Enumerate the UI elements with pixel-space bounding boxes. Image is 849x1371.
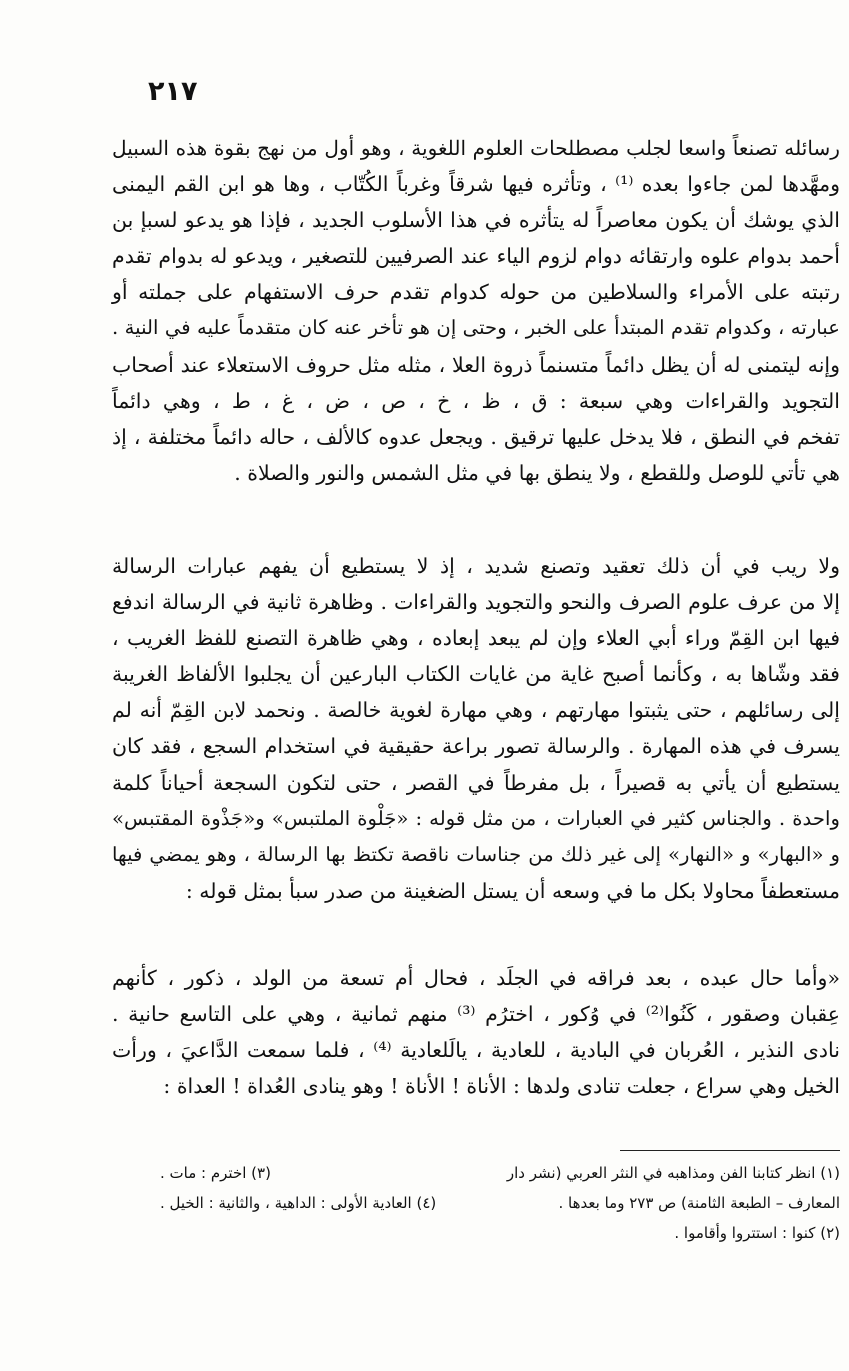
text-line: يستطيع أن يأتي به قصيراً ، بل مفرطاً في القصر ، حتى لتكون السجعة أحياناً كلمة — [112, 770, 840, 795]
text-line: الذي يوشك أن يكون معاصراً له يتأثره في هذا الأسلوب الجديد ، فإذا هو يدعو لسبإ بن — [112, 208, 840, 233]
text-line: يسرف في هذه المهارة . والرسالة تصور براعة حقيقية في استخدام السجع ، فقد كان — [112, 734, 840, 759]
footnote-divider — [620, 1150, 840, 1151]
text-line: رسائله تصنعاً واسعا لجلب مصطلحات العلوم اللغوية ، وهو أول من نهج بقوة هذه السبيل — [112, 136, 840, 160]
text-line: فقد وشّاها به ، وكأنما أصبح غاية من غايات الكتاب البارعين أن يجلبوا الألفاظ الغريبة — [112, 662, 840, 687]
paragraph-1 — [112, 130, 840, 491]
paragraph-2 — [112, 548, 840, 909]
text-line: هي تأتي للوصل وللقطع ، ولا ينطق بها في مثل الشمس والنور والصلاة . — [234, 460, 840, 485]
text-line: وإنه ليتمنى له أن يظل دائماً متسنماً ذروة العلا ، مثله مثل حروف الاستعلاء عند أصحاب — [112, 352, 840, 377]
text-line: «وأما حال عبده ، بعد فراقه في الجلَد ، فحال أم تسعة من الولد ، ذكور ، كأنهم — [112, 966, 840, 990]
text-line: نادى النذير ، العُربان في البادية ، للعادية ، يالَلعادية ⁽⁴⁾ ، فلما سمعت الدَّاعيَ ، ورأت — [112, 1038, 840, 1063]
footnote-1: (١) انظر كتابنا الفن ومذاهبه في النثر العربي (نشر دار — [506, 1164, 840, 1182]
footnote-row — [160, 1158, 840, 1188]
footnotes — [160, 1158, 840, 1248]
text-line: ومهَّدها لمن جاءوا بعده ⁽¹⁾ ، وتأثره فيها شرقاً وغرباً الكُتّاب ، وها هو ابن القم اليمنى — [112, 172, 841, 197]
text-line: رتبته على الأمراء والسلاطين من حوله كدوام تقدم حرف الاستفهام على جملته أو — [112, 280, 840, 305]
quotation-paragraph — [112, 960, 840, 1104]
footnote-row — [160, 1218, 840, 1248]
text-line: التجويد والقراءات وهي سبعة : ق ، ظ ، خ ، ص ، ض ، غ ، ط ، وهي دائماً — [112, 388, 840, 413]
text-line: إلا من عرف علوم الصرف والنحو والتجويد والقراءات . وظاهرة ثانية في الرسالة اندفع — [112, 590, 840, 615]
footnote-4: (٤) العادية الأولى : الداهية ، والثانية : الخيل . — [160, 1194, 437, 1212]
text-line: واحدة . والجناس كثير في العبارات ، من مثل قوله : «جَلْوة الملتبس» و«جَذْوة المقتبس» — [112, 806, 840, 830]
text-line: فيها ابن القِمّ وراء أبي العلاء وإن لم يبعد إبعاده ، وهي ظاهرة التصنع للفظ الغريب ، — [112, 626, 840, 651]
text-line: عِقبان وصقور ، كَنُوا⁽²⁾ في وُكور ، اخترُم ⁽³⁾ منهم ثمانية ، وهي على التاسع حانية . — [112, 1002, 840, 1027]
text-line: عبارته ، وكدوام تقدم المبتدأ على الخبر ، وحتى إن هو تأخر عنه كان متقدماً عليه في النية . — [112, 316, 840, 340]
footnote-1-continued: المعارف – الطبعة الثامنة) ص ٢٧٣ وما بعدها . — [558, 1194, 840, 1212]
text-line: مستعطفاً محاولا بكل ما في وسعه أن يستل الضغينة من صدر سبأ بمثل قوله : — [185, 878, 840, 903]
text-line: الخيل وهي سراع ، جعلت تنادى ولدها : الأناة ! الأناة ! وهو ينادى العُداة ! العداة : — [163, 1074, 840, 1099]
text-line: أحمد بدوام علوه وارتقائه دوام لزوم الياء عند الصرفيين للتصغير ، ويدعو له بدوام تقدم — [112, 244, 840, 269]
text-line: تفخم في النطق ، فلا يدخل عليها ترقيق . ويجعل عدوه كالألف ، حاله دائماً مختلفة ، إذ — [112, 424, 840, 449]
text-line: إلى رسائلهم ، حتى يثبتوا مهارتهم ، وهي مهارة لغوية خالصة . ونحمد لابن القِمّ أنه لم — [112, 698, 840, 723]
text-line: ولا ريب في أن ذلك تعقيد وتصنع شديد ، إذ لا يستطيع أن يفهم عبارات الرسالة — [112, 554, 840, 578]
footnote-3: (٣) اخترم : مات . — [160, 1164, 271, 1182]
page-number: ٢١٧ — [148, 76, 198, 107]
footnote-2: (٢) كنوا : استتروا وأقاموا . — [674, 1224, 840, 1242]
footnote-row — [160, 1188, 840, 1218]
text-line: و «البهار» و «النهار» إلى غير ذلك من جناسات ناقصة تكتظ بها الرسالة ، وهو يمضي فيها — [112, 842, 840, 866]
